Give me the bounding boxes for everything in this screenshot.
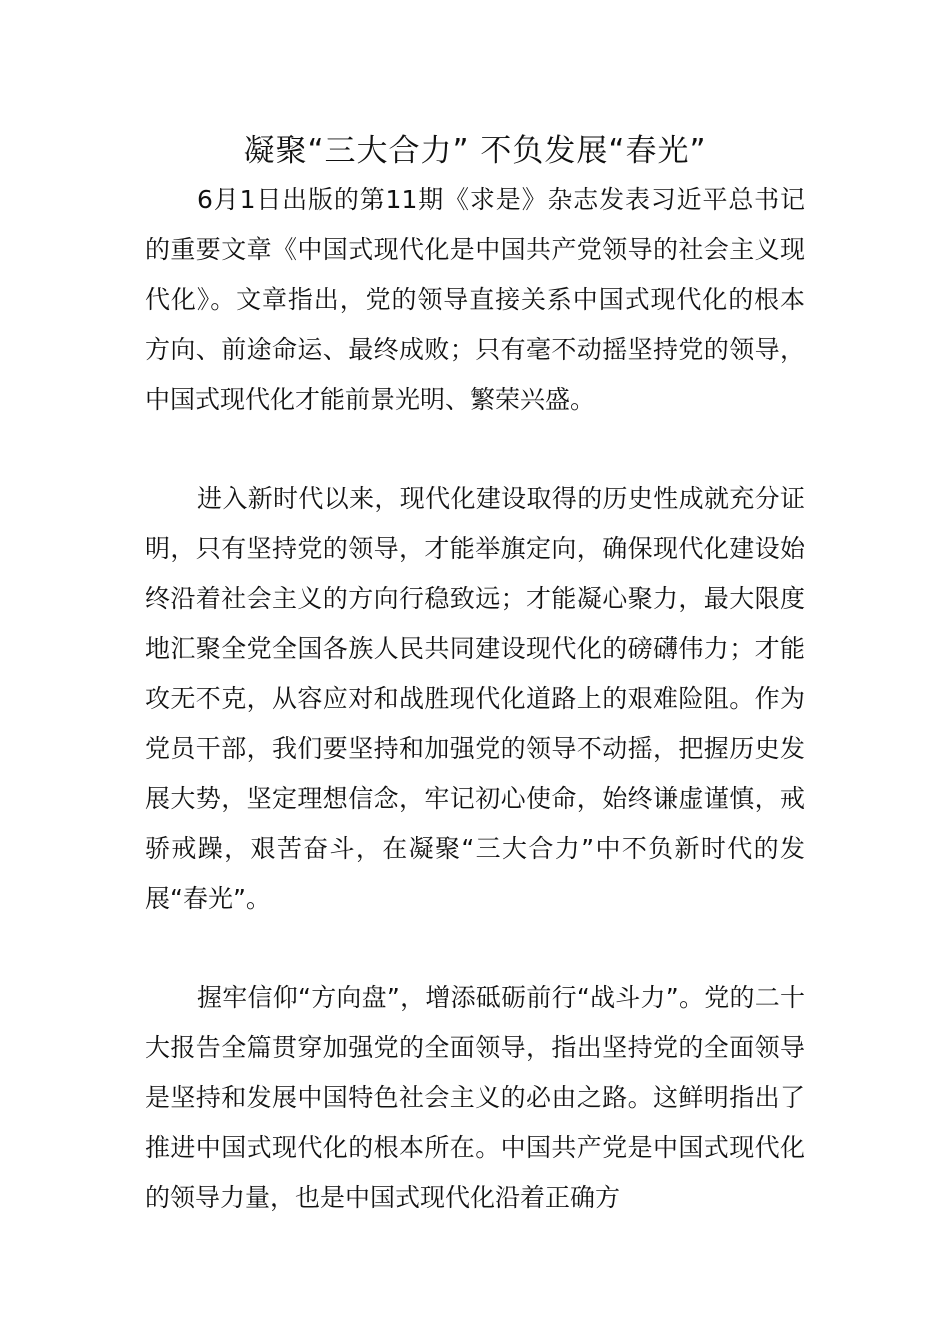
document-title: 凝聚“三大合力” 不负发展“春光”: [243, 133, 707, 169]
paragraph-3: 握牢信仰“方向盘”，增添砥砺前行“战斗力”。党的二十大报告全篇贯穿加强党的全面领导，指出坚持党的全面领导是坚持和发展中国特色社会主义的必由之路。这鲜明指出了推进中国式现代化的根本所在。中国共产党是中国式现代化的领导力量，也是中国式现代化沿着正确方: [145, 983, 805, 1212]
paragraph-1: 6月1日出版的第11期《求是》杂志发表习近平总书记的重要文章《中国式现代化是中国共产党领导的社会主义现代化》。文章指出，党的领导直接关系中国式现代化的根本方向、前途命运、最终成败；只有毫不动摇坚持党的领导，中国式现代化才能前景光明、繁荣兴盛。: [145, 185, 805, 414]
paragraph-2: 进入新时代以来，现代化建设取得的历史性成就充分证明，只有坚持党的领导，才能举旗定向，确保现代化建设始终沿着社会主义的方向行稳致远；才能凝心聚力，最大限度地汇聚全党全国各族人民共同建设现代化的磅礴伟力；才能攻无不克，从容应对和战胜现代化道路上的艰难险阻。作为党员干部，我们要坚持和加强党的领导不动摇，把握历史发展大势，坚定理想信念，牢记初心使命，始终谦虚谨慎，戒骄戒躁，艰苦奋斗，在凝聚“三大合力”中不负新时代的发展“春光”。: [145, 484, 805, 913]
